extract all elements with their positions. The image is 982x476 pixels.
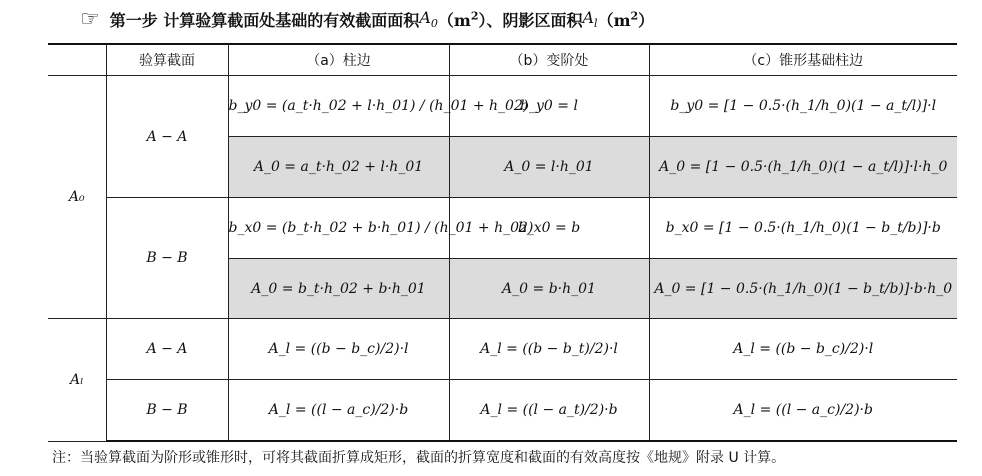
table-row bbox=[48, 380, 957, 442]
formula-cell: A_l = ((l − a_t)/2)·b bbox=[449, 380, 649, 442]
formula-cell: A_l = ((b − b_t)/2)·l bbox=[449, 319, 649, 380]
section-label: B − B bbox=[106, 380, 228, 442]
formula-cell: b_x0 = b bbox=[449, 198, 649, 259]
formula-cell: b_x0 = [1 − 0.5·(h_1/h_0)(1 − b_t/b)]·b bbox=[649, 198, 957, 259]
header-group bbox=[48, 44, 106, 76]
group-label-a0: A₀ bbox=[48, 76, 106, 319]
table-row bbox=[48, 198, 957, 259]
header-column-edge: （a）柱边 bbox=[228, 44, 449, 76]
header-section: 验算截面 bbox=[106, 44, 228, 76]
section-label: B − B bbox=[106, 198, 228, 319]
title-symbol-al: $A_l$ bbox=[582, 7, 598, 31]
formula-cell: A_l = ((b − b_c)/2)·l bbox=[649, 319, 957, 380]
formula-cell: b_y0 = [1 − 0.5·(h_1/h_0)(1 − a_t/l)]·l bbox=[649, 76, 957, 137]
title-unit-b: $(m^2)$ bbox=[597, 9, 655, 30]
pointing-hand-icon: ☞ bbox=[80, 6, 100, 32]
title-unit-a: $(m^2)$、阴影区面积 bbox=[437, 9, 583, 30]
formula-cell-shaded: A_0 = [1 − 0.5·(h_1/h_0)(1 − a_t/l)]·l·h_0 bbox=[649, 137, 957, 198]
formula-cell-shaded: A_0 = l·h_01 bbox=[449, 137, 649, 198]
group-label-al: Aₗ bbox=[48, 319, 106, 442]
header-step-change: （b）变阶处 bbox=[449, 44, 649, 76]
formula-cell: b_y0 = (a_t·h_02 + l·h_01) / (h_01 + h_02) bbox=[228, 76, 449, 137]
header-cone-edge: （c）锥形基础柱边 bbox=[649, 44, 957, 76]
formula-cell: b_x0 = (b_t·h_02 + b·h_01) / (h_01 + h_02) bbox=[228, 198, 449, 259]
footnote: 注：当验算截面为阶形或锥形时，可将其截面折算成矩形，截面的折算宽度和截面的有效高度按《地规》附录 U 计算。 bbox=[52, 450, 786, 466]
title-text: 第一步 计算验算截面处基础的有效截面面积 bbox=[109, 10, 420, 30]
effective-area-table bbox=[48, 43, 957, 442]
formula-cell-shaded: A_0 = b_t·h_02 + b·h_01 bbox=[228, 259, 449, 319]
table-row bbox=[48, 319, 957, 380]
section-label: A − A bbox=[106, 319, 228, 380]
section-label: A − A bbox=[106, 76, 228, 198]
formula-cell-shaded: A_0 = [1 − 0.5·(h_1/h_0)(1 − b_t/b)]·b·h_0 bbox=[649, 259, 957, 319]
formula-cell: A_l = ((l − a_c)/2)·b bbox=[649, 380, 957, 442]
formula-cell: A_l = ((l − a_c)/2)·b bbox=[228, 380, 449, 442]
formula-cell-shaded: A_0 = b·h_01 bbox=[449, 259, 649, 319]
formula-cell-shaded: A_0 = a_t·h_02 + l·h_01 bbox=[228, 137, 449, 198]
formula-cell: b_y0 = l bbox=[449, 76, 649, 137]
step-title bbox=[80, 4, 654, 34]
formula-cell: A_l = ((b − b_c)/2)·l bbox=[228, 319, 449, 380]
table-header-row bbox=[48, 44, 957, 76]
title-symbol-a0: $A_0$ bbox=[419, 7, 438, 31]
table-row bbox=[48, 76, 957, 137]
